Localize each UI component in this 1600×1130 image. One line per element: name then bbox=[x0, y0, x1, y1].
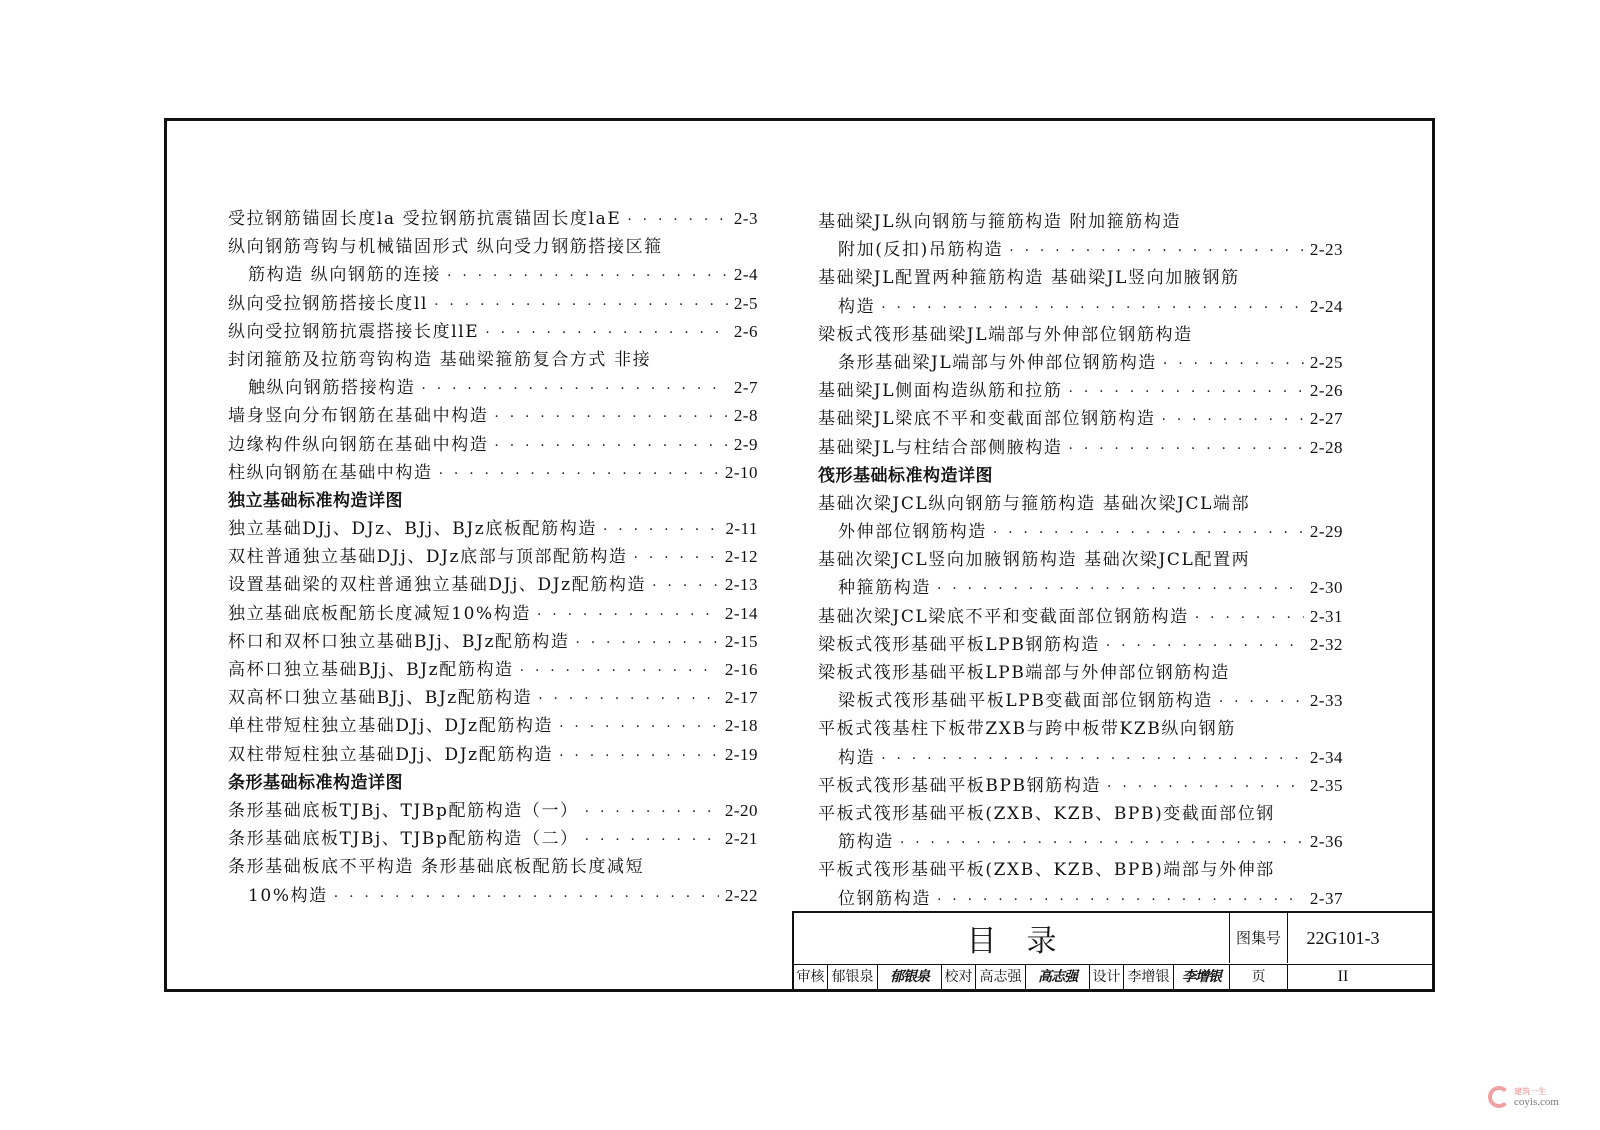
toc-entry-text: 外伸部位钢筋构造 bbox=[838, 522, 987, 543]
toc-entry-text: 纵向钢筋弯钩与机械锚固形式 纵向受力钢筋搭接区箍 bbox=[228, 237, 663, 258]
toc-leader-dots bbox=[575, 629, 718, 657]
toc-entry-text: 双高杯口独立基础BJj、BJz配筋构造 bbox=[228, 688, 533, 709]
toc-entry bbox=[818, 293, 1343, 321]
toc-leader-dots bbox=[537, 601, 719, 629]
toc-entry-text: 构造 bbox=[838, 747, 876, 768]
toc-entry-text: 封闭箍筋及拉筋弯钩构造 基础梁箍筋复合方式 非接 bbox=[228, 349, 652, 370]
toc-leader-dots bbox=[1162, 406, 1304, 434]
toc-entry bbox=[818, 377, 1343, 405]
toc-entry bbox=[818, 856, 1343, 884]
toc-leader-dots bbox=[993, 519, 1304, 547]
toc-entry bbox=[228, 825, 758, 853]
toc-page-number: 2-37 bbox=[1309, 888, 1343, 908]
toc-leader-dots bbox=[937, 886, 1304, 914]
toc-page-number: 2-7 bbox=[733, 378, 758, 398]
toc-entry-text: 平板式筏基柱下板带ZXB与跨中板带KZB纵向钢筋 bbox=[818, 719, 1236, 740]
toc-entry-text: 梁板式筏形基础平板LPB变截面部位钢筋构造 bbox=[838, 691, 1213, 712]
toc-page-number: 2-35 bbox=[1309, 775, 1343, 795]
toc-leader-dots bbox=[881, 745, 1304, 773]
toc-leader-dots bbox=[1069, 378, 1304, 406]
reviewer-signature: 郁银泉 bbox=[878, 965, 942, 989]
toc-entry-text: 梁板式筏形基础梁JL端部与外伸部位钢筋构造 bbox=[818, 324, 1193, 345]
toc-page-number: 2-17 bbox=[724, 688, 758, 708]
toc-entry bbox=[818, 800, 1343, 828]
toc-entry-text: 位钢筋构造 bbox=[838, 888, 931, 909]
toc-leader-dots bbox=[520, 657, 719, 685]
toc-entry bbox=[818, 603, 1343, 631]
toc-leader-dots bbox=[585, 798, 719, 826]
toc-page-number: 2-3 bbox=[733, 209, 758, 228]
toc-leader-dots bbox=[1195, 604, 1304, 632]
toc-page-number: 2-26 bbox=[1309, 381, 1343, 401]
watermark bbox=[1488, 1086, 1559, 1108]
toc-entry bbox=[228, 205, 758, 233]
check-label: 校对 bbox=[942, 965, 976, 989]
toc-entry bbox=[818, 264, 1343, 292]
title-block bbox=[792, 911, 1432, 989]
toc-leader-dots bbox=[421, 375, 727, 403]
toc-entry bbox=[818, 772, 1343, 800]
toc-entry-text: 构造 bbox=[838, 296, 876, 317]
toc-entry bbox=[228, 571, 758, 599]
reviewer-name: 郁银泉 bbox=[828, 965, 878, 989]
toc-page-number: 2-21 bbox=[724, 829, 758, 849]
toc-entry bbox=[818, 631, 1343, 659]
toc-entry bbox=[818, 744, 1343, 772]
toc-entry-text: 附加(反扣)吊筋构造 bbox=[838, 240, 1004, 261]
toc-entry bbox=[228, 233, 758, 261]
toc-entry-text: 双柱普通独立基础DJj、DJz底部与顶部配筋构造 bbox=[228, 547, 628, 568]
watermark-cn: 建筑一生 bbox=[1514, 1087, 1546, 1096]
toc-entry bbox=[818, 490, 1343, 518]
toc-leader-dots bbox=[627, 206, 727, 234]
toc-leader-dots bbox=[634, 544, 719, 572]
toc-entry-text: 筏形基础标准构造详图 bbox=[818, 465, 993, 486]
toc-page-number: 2-31 bbox=[1309, 606, 1343, 626]
toc-entry bbox=[228, 882, 758, 910]
toc-entry bbox=[228, 628, 758, 656]
toc-leader-dots bbox=[1163, 350, 1304, 378]
toc-page-number: 2-9 bbox=[733, 434, 758, 454]
title-block-signature-row bbox=[794, 965, 1432, 989]
toc-entry-text: 梁板式筏形基础平板LPB钢筋构造 bbox=[818, 634, 1100, 655]
toc-section-heading bbox=[228, 769, 758, 797]
toc-entry bbox=[228, 290, 758, 318]
toc-entry-text: 纵向受拉钢筋搭接长度ll bbox=[228, 293, 429, 314]
toc-leader-dots bbox=[494, 403, 727, 431]
toc-leader-dots bbox=[585, 826, 719, 854]
toc-entry bbox=[818, 208, 1343, 236]
toc-entry-text: 平板式筏形基础平板BPB钢筋构造 bbox=[818, 775, 1102, 796]
toc-entry-text: 条形基础底板TJBj、TJBp配筋构造（二） bbox=[228, 829, 579, 850]
toc-entry bbox=[228, 431, 758, 459]
toc-entry-text: 双柱带短柱独立基础DJj、DJz配筋构造 bbox=[228, 744, 554, 765]
toc-entry bbox=[818, 405, 1343, 433]
toc-page-number: 2-30 bbox=[1309, 578, 1343, 598]
toc-leader-dots bbox=[485, 319, 728, 347]
toc-entry-text: 基础次梁JCL纵向钢筋与箍筋构造 基础次梁JCL端部 bbox=[818, 493, 1251, 514]
toc-page-number: 2-16 bbox=[724, 660, 758, 679]
title-block-top-row bbox=[794, 913, 1432, 965]
toc-leader-dots bbox=[652, 572, 719, 600]
toc-entry-text: 基础梁JL与柱结合部侧腋构造 bbox=[818, 437, 1063, 458]
toc-leader-dots bbox=[439, 460, 719, 488]
design-label: 设计 bbox=[1090, 965, 1124, 989]
toc-entry-text: 基础梁JL侧面构造纵筋和拉筋 bbox=[818, 381, 1063, 402]
toc-entry-text: 筋构造 纵向钢筋的连接 bbox=[248, 265, 442, 286]
toc-entry-text: 柱纵向钢筋在基础中构造 bbox=[228, 462, 433, 483]
toc-entry bbox=[818, 574, 1343, 602]
toc-entry bbox=[228, 318, 758, 346]
toc-page-number: 2-11 bbox=[725, 519, 758, 539]
toc-page-number: 2-8 bbox=[733, 406, 758, 426]
toc-entry-text: 纵向受拉钢筋抗震搭接长度llE bbox=[228, 321, 480, 342]
toc-page-number: 2-19 bbox=[724, 744, 758, 764]
toc-entry bbox=[818, 236, 1343, 264]
toc-entry bbox=[818, 659, 1343, 687]
designer-name: 李增银 bbox=[1124, 965, 1174, 989]
toc-entry-text: 受拉钢筋锚固长度la 受拉钢筋抗震锚固长度laE bbox=[228, 209, 622, 229]
toc-leader-dots bbox=[1069, 435, 1304, 463]
toc-entry-text: 条形基础标准构造详图 bbox=[228, 772, 403, 793]
toc-leader-dots bbox=[538, 685, 719, 713]
toc-entry bbox=[818, 546, 1343, 574]
toc-entry bbox=[818, 715, 1343, 743]
toc-leader-dots bbox=[881, 294, 1304, 322]
toc-entry bbox=[228, 741, 758, 769]
toc-entry-text: 基础梁JL纵向钢筋与箍筋构造 附加箍筋构造 bbox=[818, 212, 1182, 232]
toc-entry-text: 平板式筏形基础平板(ZXB、KZB、BPB)端部与外伸部 bbox=[818, 860, 1275, 881]
toc-entry bbox=[228, 543, 758, 571]
toc-leader-dots bbox=[559, 742, 719, 770]
designer-signature: 李增银 bbox=[1174, 965, 1230, 989]
toc-entry bbox=[818, 349, 1343, 377]
toc-entry bbox=[818, 687, 1343, 715]
checker-signature: 高志强 bbox=[1026, 965, 1090, 989]
toc-entry-text: 平板式筏形基础平板(ZXB、KZB、BPB)变截面部位钢 bbox=[818, 803, 1275, 824]
toc-entry-text: 高杯口独立基础BJj、BJz配筋构造 bbox=[228, 660, 514, 680]
page-number: II bbox=[1337, 968, 1349, 985]
toc-page-number: 2-33 bbox=[1309, 691, 1343, 711]
toc-entry bbox=[818, 828, 1343, 856]
toc-leader-dots bbox=[937, 575, 1304, 603]
toc-entry-text: 杯口和双杯口独立基础BJj、BJz配筋构造 bbox=[228, 631, 570, 652]
toc-leader-dots bbox=[434, 291, 728, 319]
toc-leader-dots bbox=[603, 516, 720, 544]
page-label: 页 bbox=[1230, 965, 1288, 989]
toc-entry bbox=[228, 684, 758, 712]
toc-leader-dots bbox=[447, 262, 728, 290]
toc-entry bbox=[228, 853, 758, 881]
toc-entry bbox=[228, 459, 758, 487]
toc-entry bbox=[228, 797, 758, 825]
toc-entry-text: 边缘构件纵向钢筋在基础中构造 bbox=[228, 434, 489, 455]
toc-page-number: 2-12 bbox=[724, 547, 758, 567]
watermark-logo-icon bbox=[1488, 1086, 1510, 1108]
toc-page-number: 2-13 bbox=[724, 575, 758, 595]
toc-page-number: 2-14 bbox=[724, 603, 758, 623]
toc-page-number: 2-25 bbox=[1309, 352, 1343, 372]
toc-entry-text: 种箍筋构造 bbox=[838, 578, 931, 599]
toc-page-number: 2-20 bbox=[724, 800, 758, 820]
toc-left-column bbox=[228, 205, 758, 910]
toc-section-heading bbox=[818, 462, 1343, 490]
toc-entry-text: 基础次梁JCL竖向加腋钢筋构造 基础次梁JCL配置两 bbox=[818, 550, 1251, 571]
sheet-title: 目录 bbox=[794, 913, 1230, 963]
toc-entry bbox=[228, 600, 758, 628]
atlas-number-label: 图集号 bbox=[1230, 913, 1288, 963]
toc-entry-text: 独立基础DJj、DJz、BJj、BJz底板配筋构造 bbox=[228, 519, 597, 540]
toc-page-number: 2-5 bbox=[733, 293, 758, 313]
toc-entry-text: 条形基础梁JL端部与外伸部位钢筋构造 bbox=[838, 352, 1157, 373]
toc-entry-text: 触纵向钢筋搭接构造 bbox=[248, 378, 416, 399]
toc-page-number: 2-18 bbox=[724, 716, 758, 736]
atlas-number: 22G101-3 bbox=[1306, 928, 1380, 948]
toc-page-number: 2-22 bbox=[724, 885, 758, 905]
toc-entry bbox=[228, 712, 758, 740]
toc-entry-text: 条形基础底板TJBj、TJBp配筋构造（一） bbox=[228, 800, 579, 821]
toc-entry bbox=[228, 374, 758, 402]
toc-leader-dots bbox=[494, 432, 727, 460]
toc-page-number: 2-28 bbox=[1309, 437, 1343, 457]
toc-entry-text: 设置基础梁的双柱普通独立基础DJj、DJz配筋构造 bbox=[228, 575, 647, 596]
toc-leader-dots bbox=[1106, 632, 1304, 660]
toc-leader-dots bbox=[1219, 688, 1304, 716]
toc-entry-text: 单柱带短柱独立基础DJj、DJz配筋构造 bbox=[228, 716, 554, 737]
toc-entry-text: 基础梁JL配置两种箍筋构造 基础梁JL竖向加腋钢筋 bbox=[818, 268, 1240, 289]
toc-right-column bbox=[818, 208, 1343, 913]
toc-page-number: 2-29 bbox=[1309, 522, 1343, 542]
toc-leader-dots bbox=[334, 883, 719, 911]
toc-entry bbox=[228, 515, 758, 543]
toc-entry-text: 筋构造 bbox=[838, 832, 894, 853]
toc-entry bbox=[818, 321, 1343, 349]
toc-entry bbox=[228, 656, 758, 684]
toc-page-number: 2-10 bbox=[724, 462, 758, 482]
toc-section-heading bbox=[228, 487, 758, 515]
checker-name: 高志强 bbox=[976, 965, 1026, 989]
toc-page-number: 2-24 bbox=[1309, 296, 1343, 316]
toc-entry bbox=[228, 261, 758, 289]
toc-entry bbox=[818, 434, 1343, 462]
toc-page-number: 2-6 bbox=[733, 321, 758, 341]
toc-entry-text: 独立基础标准构造详图 bbox=[228, 490, 403, 511]
toc-entry bbox=[228, 402, 758, 430]
toc-leader-dots bbox=[900, 829, 1304, 857]
toc-page-number: 2-23 bbox=[1309, 240, 1343, 260]
toc-entry-text: 基础次梁JCL梁底不平和变截面部位钢筋构造 bbox=[818, 606, 1189, 627]
toc-page-number: 2-4 bbox=[733, 265, 758, 285]
toc-entry-text: 梁板式筏形基础平板LPB端部与外伸部位钢筋构造 bbox=[818, 663, 1231, 683]
toc-leader-dots bbox=[559, 713, 719, 741]
toc-entry bbox=[228, 346, 758, 374]
toc-entry-text: 墙身竖向分布钢筋在基础中构造 bbox=[228, 406, 489, 427]
toc-leader-dots bbox=[1107, 773, 1304, 801]
review-label: 审核 bbox=[794, 965, 828, 989]
toc-entry bbox=[818, 518, 1343, 546]
toc-page-number: 2-27 bbox=[1309, 409, 1343, 429]
toc-page-number: 2-34 bbox=[1309, 747, 1343, 767]
watermark-url: coyis.com bbox=[1514, 1096, 1559, 1108]
toc-entry-text: 10%构造 bbox=[248, 885, 328, 906]
toc-leader-dots bbox=[1009, 237, 1304, 265]
toc-entry-text: 独立基础底板配筋长度减短10%构造 bbox=[228, 603, 531, 624]
toc-entry-text: 基础梁JL梁底不平和变截面部位钢筋构造 bbox=[818, 409, 1156, 430]
toc-page-number: 2-36 bbox=[1309, 832, 1343, 852]
toc-entry bbox=[818, 885, 1343, 913]
toc-page-number: 2-15 bbox=[724, 631, 758, 651]
toc-page-number: 2-32 bbox=[1309, 634, 1343, 654]
toc-entry-text: 条形基础板底不平构造 条形基础底板配筋长度减短 bbox=[228, 857, 645, 878]
